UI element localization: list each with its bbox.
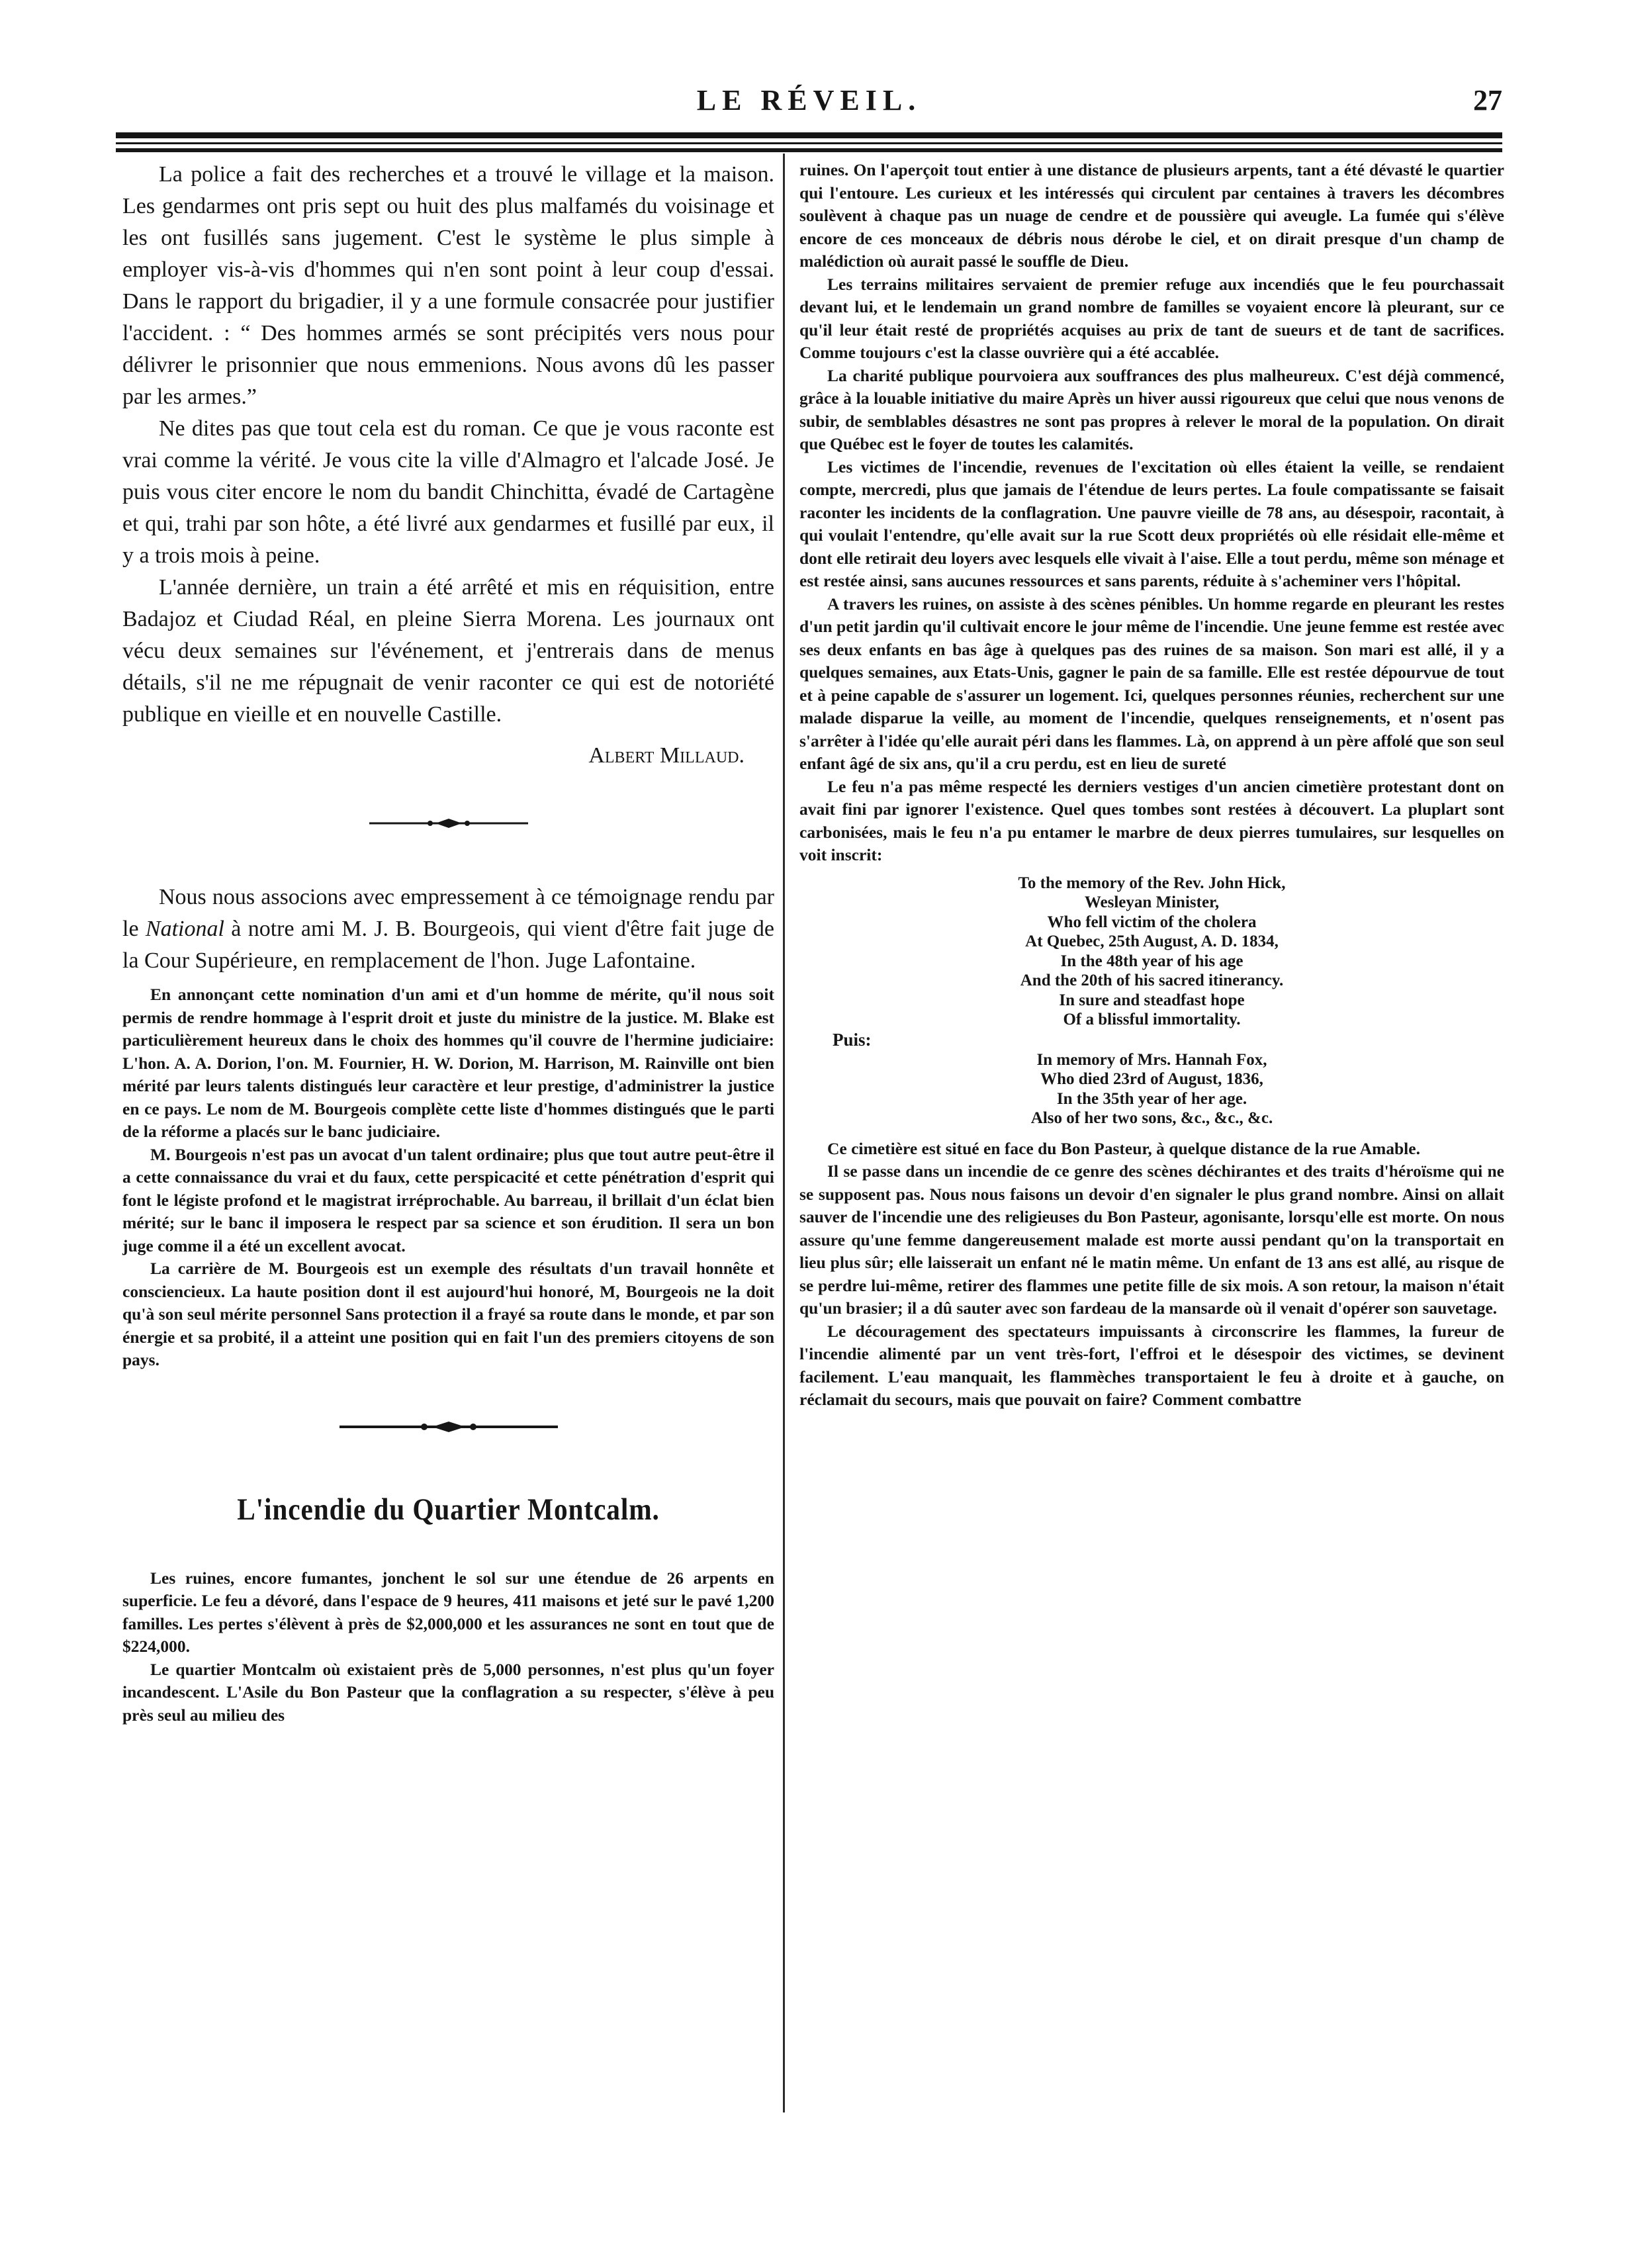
epitaph-line: Who died 23rd of August, 1836, bbox=[1040, 1070, 1263, 1088]
section-title-incendie: L'incendie du Quartier Montcalm. bbox=[237, 1492, 660, 1527]
epitaph-line: Of a blissful immortality. bbox=[1063, 1011, 1241, 1028]
left-column bbox=[122, 159, 774, 1727]
epitaph-line: In memory of Mrs. Hannah Fox, bbox=[1036, 1050, 1267, 1069]
intro-text: à notre ami M. J. B. Bourgeois, qui vient d'être fait juge de la Cour Supérieure, en remplacement de l'hon. Juge Lafontaine. bbox=[122, 917, 775, 973]
article-paragraph: Il se passe dans un incendie de ce genre des scènes déchirantes et des traits d'héroïsme qui ne se supposent pas. Nous nous faisons un devoir d'en signaler le plus grand nombre. Ainsi on allait sauver de l'incendie une des religieuses du Bon Pasteur, agonisante, lorsqu'elle est morte. On nous assure qu'une femme dangereusement malade est morte aussi pendant qu'on la transportait en lieu plus sûr; elle laisserait un enfant né le matin même. Un enfant de 13 ans est allé, au risque de se perdre lui-même, retirer des flammes une petite fille de six mois. A son retour, la maison n'était qu'un brasier; il a dû sauter avec son fardeau de la mansarde où il venait d'opérer son sauvetage. bbox=[799, 1161, 1504, 1318]
article-spain-police bbox=[122, 159, 774, 772]
epitaph-hannah-fox bbox=[799, 1050, 1504, 1128]
article-paragraph: Le feu n'a pas même respecté les derniers vestiges d'un ancien cimetière protestant dont on avait fini par ignorer l'existence. Quel ques tombes sont restées à découvert. La pluplart sont carbonisées, mais le feu n'a pu entamer le marbre de deux pierres tumulaires, sur lesquelles on voit inscrit: bbox=[799, 776, 1504, 864]
ornament-divider bbox=[339, 1422, 558, 1432]
article-bourgeois-intro bbox=[122, 882, 774, 977]
epitaph-line: In sure and steadfast hope bbox=[1059, 991, 1245, 1009]
article-paragraph: Les terrains militaires servaient de premier refuge aux incendiés que le feu pourchassait devant lui, et le lendemain un grand nombre de familles se voyaient encore là pleurant, sur ce qu'il leur était resté de propriétés acquises au prix de tant de sueurs et de tant de sacrifices. Comme toujours c'est la classe ouvrière qui a été accablée. bbox=[799, 274, 1504, 362]
epitaph-line: To the memory of the Rev. John Hick, bbox=[1018, 874, 1286, 892]
page-header bbox=[116, 78, 1502, 124]
article-paragraph: L'année dernière, un train a été arrêté et mis en réquisition, entre Badajoz et Ciudad Réal, en pleine Sierra Morena. Les journaux ont vécu deux semaines sur l'événement, et j'entrerais dans de menus détails, s'il ne me répugnait de venir raconter ce qui est de notoriété publique en vieille et en nouvelle Castille. bbox=[122, 575, 774, 727]
epitaph-line: Also of her two sons, &c., &c., &c. bbox=[1030, 1109, 1273, 1127]
epitaph-john-hick bbox=[799, 874, 1504, 1030]
newspaper-name: National bbox=[145, 917, 224, 941]
header-rule-thin bbox=[116, 142, 1502, 144]
article-incendie-start bbox=[122, 1567, 774, 1727]
epitaph-line: At Quebec, 25th August, A. D. 1834, bbox=[1025, 932, 1279, 950]
header-rule-medium bbox=[116, 148, 1502, 152]
article-paragraph: Le quartier Montcalm où existaient près de 5,000 personnes, n'est plus qu'un foyer incandescent. L'Asile du Bon Pasteur que la conflagration a su respecter, s'élève à peu près seul au milieu des bbox=[122, 1659, 774, 1725]
article-paragraph bbox=[122, 882, 774, 977]
article-paragraph: Ce cimetière est situé en face du Bon Pasteur, à quelque distance de la rue Amable. bbox=[827, 1138, 1420, 1158]
epitaph-line: And the 20th of his sacred itinerancy. bbox=[1020, 972, 1284, 989]
right-column bbox=[799, 159, 1504, 1412]
puis-label: Puis: bbox=[833, 1029, 872, 1050]
page-number: 27 bbox=[1473, 84, 1502, 116]
epitaph-line: Wesleyan Minister, bbox=[1084, 893, 1220, 911]
article-paragraph: Ne dites pas que tout cela est du roman. Ce que je vous raconte est vrai comme la vérité. Je vous cite la ville d'Almagro et l'alcade José. Je puis vous citer encore le nom du bandit Chinchitta, évadé de Cartagène et qui, trahi par son hôte, a été livré aux gendarmes et fusillé par eux, il y a trois mois à peine. bbox=[122, 416, 774, 568]
article-paragraph: La police a fait des recherches et a trouvé le village et la maison. Les gendarmes ont pris sept ou huit des plus malfamés du voisinage et les ont fusillés sans jugement. C'est le système le plus simple à employer vis-à-vis d'hommes qui n'en sont point à leur coup d'essai. Dans le rapport du brigadier, il y a une formule consacrée pour justifier l'accident. : “ Des hommes armés se sont précipités vers nous pour délivrer le prisonnier que nous emmenions. Nous avons dû les passer par les armes.” bbox=[122, 162, 774, 409]
epitaph-line: In the 35th year of her age. bbox=[1056, 1089, 1247, 1108]
article-paragraph: Le découragement des spectateurs impuissants à circonscrire les flammes, la fureur de l'incendie alimenté par un vent très-fort, l'effroi et le désespoir des victimes, se devinent facilement. L'eau manquait, les flammèches transportaient le feu à droite et à gauche, on réclamait du secours, mais que pouvait on faire? Comment combattre bbox=[799, 1321, 1504, 1409]
article-paragraph: M. Bourgeois n'est pas un avocat d'un talent ordinaire; plus que tout autre peut-être il a cette connaissance du vrai et du faux, cette perspicacité et cette pénétration d'esprit qui font le légiste profond et le magistrat irréprochable. Au barreau, il brillait d'un éclat bien mérité; sur le banc il imposera le respect par sa science et son érudition. Il sera un bon juge comme il a été un excellent avocat. bbox=[122, 1144, 774, 1255]
column-divider bbox=[783, 154, 785, 2112]
header-rule-thick bbox=[116, 132, 1502, 138]
epitaph-line: Who fell victim of the cholera bbox=[1047, 913, 1257, 931]
article-bourgeois bbox=[122, 983, 774, 1372]
author-signature: Albert Millaud. bbox=[588, 743, 745, 768]
epitaph-line: In the 48th year of his age bbox=[1060, 952, 1244, 970]
ornament-divider bbox=[369, 818, 528, 829]
journal-title: LE RÉVEIL. bbox=[696, 84, 922, 116]
article-paragraph: La carrière de M. Bourgeois est un exemple des résultats d'un travail honnête et consciencieux. La haute position dont il est aujourd'hui honoré, M, Bourgeois ne la doit qu'à son seul mérite personnel Sans protection il a frayé sa route dans le monde, et par son énergie et sa probité, il a atteint une position qui en fait l'un des premiers citoyens de son pays. bbox=[122, 1259, 774, 1369]
article-paragraph: La charité publique pourvoiera aux souffrances des plus malheureux. C'est déjà commencé, grâce à la louable initiative du maire Après un hiver aussi rigoureux que celui que nous venons de subir, de semblables désastres ne sont pas propres à relever le moral de la population. On dirait que Québec est le foyer de toutes les calamités. bbox=[799, 365, 1504, 453]
article-paragraph: ruines. On l'aperçoit tout entier à une distance de plusieurs arpents, tant a été dévasté le quartier qui l'entoure. Les curieux et les intéressés qui circulent par centaines à travers les décombres soulèvent à chaque pas un nuage de cendre et de poussière qui aveugle. La fumée qui s'élève encore de ces monceaux de débris nous dérobe le ciel, et on dirait presque d'un champ de malédiction où aurait passé le souffle de Dieu. bbox=[799, 160, 1504, 271]
article-paragraph: Les victimes de l'incendie, revenues de l'excitation où elles étaient la veille, se rendaient compte, mercredi, plus que jamais de l'étendue de leurs pertes. La foule compatissante se faisait raconter les incidents de la conflagration. Une pauvre vieille de 78 ans, au désespoir, racontait, à qui voulait l'entendre, qu'elle avait sur la rue Scott deux propriétés où elle résidait elle-même et dont elle retirait deu loyers avec lesquels elle vivait à l'aise. Elle a tout perdu, même son ménage et est restée ainsi, sans aucunes ressources et sans parents, réduite à s'acheminer vers l'hôpital. bbox=[799, 457, 1504, 590]
article-paragraph: En annonçant cette nomination d'un ami et d'un homme de mérite, qu'il nous soit permis de rendre hommage à l'esprit droit et juste du ministre de la justice. M. Blake est particulièrement heureux dans le choix des hommes qu'il couvre de l'hermine judiciaire: L'hon. A. A. Dorion, l'on. M. Fournier, H. W. Dorion, M. Harrison, M. Rainville ont bien mérité par leurs talents distingués leur caractère et leur prestige, d'administrer la justice en ce pays. Le nom de M. Bourgeois complète cette liste d'hommes distingués que le parti de la réforme a placés sur le banc judiciaire. bbox=[122, 985, 774, 1141]
intro-text: Nous nous associons avec empressement à ce témoignage rendu par le bbox=[122, 885, 774, 941]
article-paragraph: Les ruines, encore fumantes, jonchent le sol sur une étendue de 26 arpents en superficie. Le feu a dévoré, dans l'espace de 9 heures, 411 maisons et jeté sur le pavé 1,200 familles. Les pertes s'élèvent à près de $2,000,000 et les assurances ne sont en tout que de $224,000. bbox=[122, 1568, 774, 1656]
article-paragraph: A travers les ruines, on assiste à des scènes pénibles. Un homme regarde en pleurant les restes d'un petit jardin qu'il cultivait encore le jour même de l'incendie. Une jeune femme est restée avec ses deux enfants en bas âge à quelques pas des ruines de sa maison. Son mari est allé, il y a quelques semaines, aux Etats-Unis, gagner le pain de sa famille. Elle est restée dépourvue de tout et à peine capable de s'assurer un logement. Ici, quelques personnes réunies, recherchent sur une malade disparue la veille, au moment de l'incendie, quelques renseignements, et n'osent pas s'arrêter à l'idée qu'elle aurait péri dans les flammes. Là, on apprend à un père affolé que son seul enfant âgé de six ans, qu'il a cru perdu, est en lieu de sureté bbox=[799, 594, 1504, 773]
